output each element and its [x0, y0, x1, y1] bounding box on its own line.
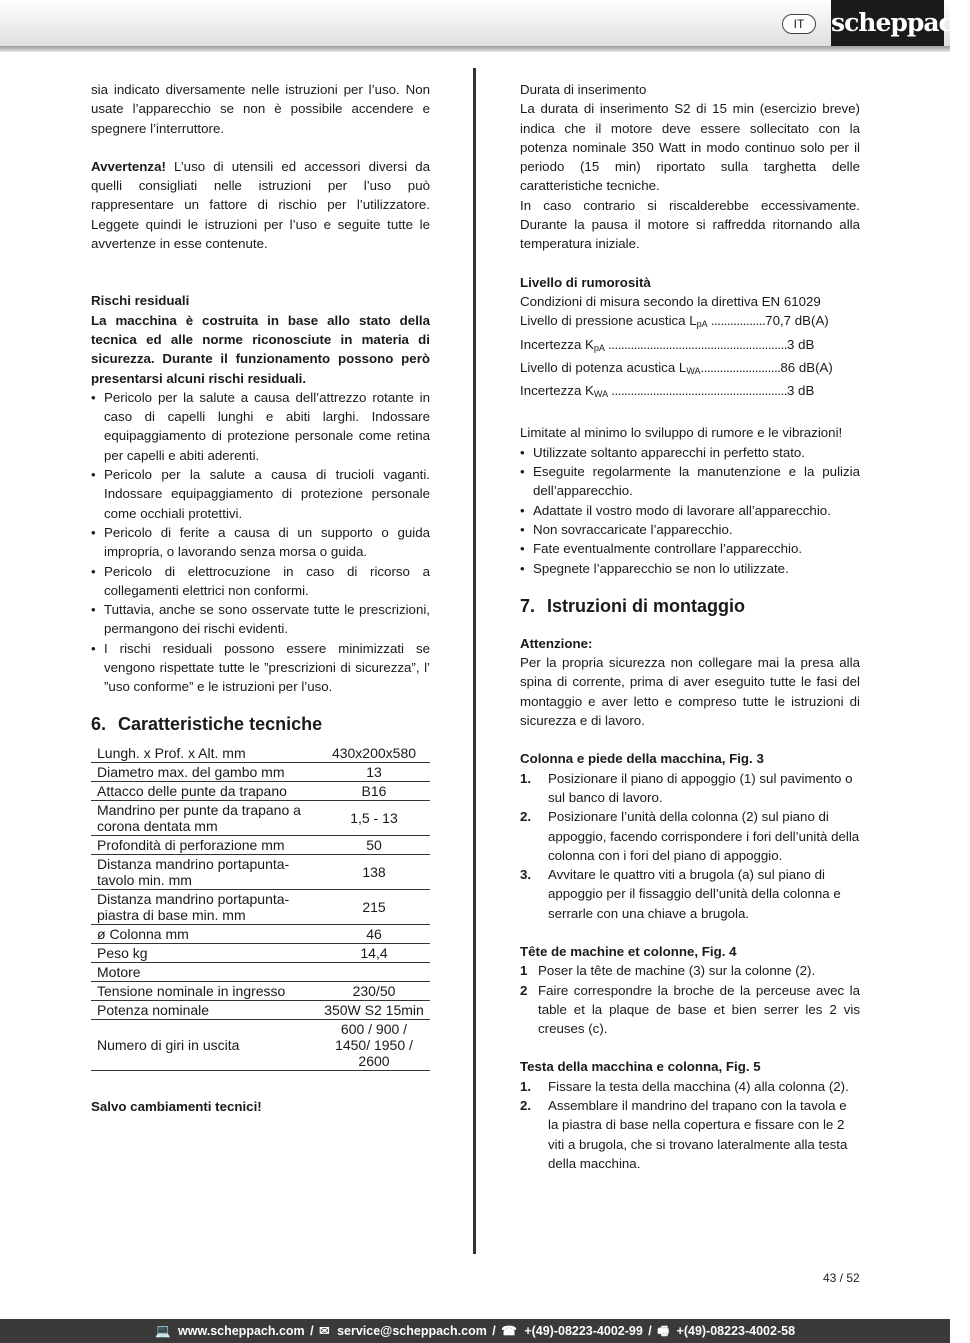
warning-label: Avvertenza!: [91, 158, 166, 174]
fig4-title: Tête de machine et colonne, Fig. 4: [520, 943, 737, 959]
list-item: • Adattate il vostro modo di lavorare all’apparecchio.: [520, 501, 860, 520]
computer-icon: 💻: [154, 1324, 171, 1338]
list-item: • Tuttavia, anche se sono osservate tutte le prescrizioni, permangono dei rischi evidenti.: [91, 600, 430, 639]
noise-row: Livello di pressione acustica $L_{pA}$ .................70,7 dB(A): [520, 313, 829, 330]
noise-row: Incertezza $K_{WA}$ .......................................................3 dB: [520, 383, 815, 400]
header-shadow-line: [0, 46, 950, 52]
attention-label: Attenzione:: [520, 635, 593, 651]
residual-risk-list: [91, 388, 430, 697]
fax-icon: 🖷: [657, 1324, 670, 1338]
list-item: • Utilizzate soltanto apparecchi in perfetto stato.: [520, 443, 860, 462]
table-row: Lungh. x Prof. x Alt. mm 430x200x580: [91, 744, 430, 763]
list-item: • Spegnete l’apparecchio se non lo utilizzate.: [520, 559, 860, 578]
email-icon: ✉: [319, 1324, 330, 1338]
column-divider: [473, 68, 476, 1254]
list-item: • Pericolo di elettrocuzione in caso di ricorso a collegamenti elettrici non conformi.: [91, 562, 430, 601]
table-row: Attacco delle punte da trapano B16: [91, 781, 430, 800]
duty-title: Durata di inserimento: [520, 82, 647, 97]
attention-text: Per la propria sicurezza non collegare mai la presa alla spina di corrente, prima di aver eseguito tutte le fasi del montaggio e aver letto e compreso tutte le istruzioni di sicurezza e di lavoro.: [520, 655, 860, 729]
list-item: 2. Assemblare il mandrino del trapano con la tavola e la piastra di base nella copertura e fissare con le 2 viti a brugola, che si trovano lateralmente alla testa della macchina.: [520, 1098, 848, 1171]
noise-limit-list: [520, 443, 860, 578]
list-item: • Pericolo per la salute a causa di trucioli vaganti. Indossare equipaggiamento di protezione personale come occhiali protettivi.: [91, 465, 430, 523]
noise-conditions: Condizioni di misura secondo la direttiva EN 61029: [520, 293, 821, 309]
warning-text: L’uso di utensili ed accessori diversi da quelli consigliati nelle istruzioni per l’uso può rappresentare un fattore di rischio per l’utilizzatore. Leggete quindi le istruzioni per l’uso e seguite tutte le avvertenze in esse contenute.: [91, 158, 430, 252]
list-item: 3. Avvitare le quattro viti a brugola (a) sul piano di appoggio per il fissaggio dell’unità della colonna e serrarle con una chiave a brugola.: [520, 867, 841, 921]
page-number: 43 / 52: [823, 1271, 860, 1285]
left-column: [91, 80, 430, 1116]
list-item: 1. Posizionare il piano di appoggio (1) sul pavimento o sul banco di lavoro.: [520, 770, 853, 805]
noise-limit-intro: Limitate al minimo lo sviluppo di rumore e le vibrazioni!: [520, 425, 843, 441]
section-7-heading: 7. Istruzioni di montaggio: [520, 595, 745, 616]
table-row: Numero di giri in uscita 600 / 900 / 1450/ 1950 / 2600: [91, 1019, 430, 1070]
phone-icon: ☎: [501, 1324, 517, 1338]
table-row: Profondità di perforazione mm 50: [91, 835, 430, 854]
list-item: • I rischi residuali possono essere minimizzati se vengono rispettate tutte le ”prescrizioni di sicurezza”, l’ ”uso conforme” e le istruzioni per l’uso.: [91, 639, 430, 697]
email-link[interactable]: service@scheppach.com: [337, 1324, 487, 1338]
fig3-steps: [520, 769, 860, 923]
fig3-title: Colonna e piede della macchina, Fig. 3: [520, 751, 764, 767]
list-item: 1 Poser la tête de machine (3) sur la colonne (2).: [520, 963, 816, 979]
fig5-steps: [520, 1077, 860, 1173]
list-item: • Pericolo di ferite a causa di un supporto o guida impropria, o lavorando senza morsa o guida.: [91, 523, 430, 562]
table-row: ø Colonna mm 46: [91, 924, 430, 943]
table-row: Mandrino per punte da trapano a corona dentata mm 1,5 - 13: [91, 800, 430, 835]
duty-paragraph-1: La durata di inserimento S2 di 15 min (esercizio breve) indica che il motore deve essere sollecitato con la potenza nominale 350 Watt in modo continuo solo per il periodo (15 min) riportato sulla targhetta delle caratteristiche tecniche.: [520, 101, 860, 194]
list-item: • Fate eventualmente controllare l’apparecchio.: [520, 539, 860, 558]
table-row: Motore: [91, 962, 430, 981]
fax-number: +(49)-08223-4002-58: [676, 1324, 796, 1338]
list-item: • Non sovraccaricate l’apparecchio.: [520, 520, 860, 539]
table-row: Diametro max. del gambo mm 13: [91, 762, 430, 781]
table-row: Tensione nominale in ingresso 230/50: [91, 981, 430, 1000]
intro-paragraph: sia indicato diversamente nelle istruzioni per l’uso. Non usate l’apparecchio se non è possibile accendere e spegnere l’interruttore.: [91, 82, 430, 136]
table-row: Potenza nominale 350W S2 15min: [91, 1000, 430, 1019]
list-item: • Eseguite regolarmente la manutenzione e la pulizia dell’apparecchio.: [520, 462, 860, 501]
list-item: 1. Fissare la testa della macchina (4) alla colonna (2).: [520, 1078, 849, 1094]
right-column: [520, 80, 860, 1173]
table-row: Distanza mandrino portapunta-piastra di base min. mm 215: [91, 889, 430, 924]
section-6-heading: 6. Caratteristiche tecniche: [91, 713, 323, 734]
list-item: • Pericolo per la salute a causa dell’attrezzo rotante in caso di capelli lunghi e abiti larghi. Indossare equipaggiamento di protezione personale come retina per capelli e abiti aderenti.: [91, 388, 430, 465]
residual-title: Rischi residuali: [91, 293, 190, 309]
warning-paragraph: [91, 157, 430, 253]
fig5-title: Testa della macchina e colonna, Fig. 5: [520, 1059, 761, 1075]
table-row: Distanza mandrino portapunta-tavolo min. mm 138: [91, 854, 430, 889]
website-link[interactable]: www.scheppach.com: [178, 1324, 305, 1338]
fig4-steps: [520, 961, 860, 1038]
noise-title: Livello di rumorosità: [520, 274, 651, 290]
noise-values: [520, 311, 860, 404]
technical-changes-note: Salvo cambiamenti tecnici!: [91, 1098, 262, 1114]
residual-intro: La macchina è costruita in base allo stato della tecnica ed alle norme riconosciute in materia di sicurezza. Durante il funzionamento possono però presentarsi alcuni rischi residuali.: [91, 312, 430, 386]
page-footer: 💻 www.scheppach.com / ✉ service@scheppach.com / ☎ +(49)-08223-4002-99 / 🖷 +(49)-08223-4002-58: [0, 1319, 950, 1343]
list-item: 2 Faire correspondre la broche de la perceuse avec la table et la plaque de base et bien serrer les 2 vis creuses (c).: [520, 982, 860, 1037]
table-row: Peso kg 14,4: [91, 943, 430, 962]
list-item: 2. Posizionare l’unità della colonna (2) sul piano di appoggio, facendo corrispondere i fori dell’unità della colonna con i fori del piano di appoggio.: [520, 809, 860, 863]
phone-number: +(49)-08223-4002-99: [524, 1324, 643, 1338]
specs-table: [91, 744, 430, 1071]
duty-paragraph-2: In caso contrario si riscalderebbe eccessivamente. Durante la pausa il motore si raffredda ritornando alla temperatura iniziale.: [520, 197, 860, 252]
noise-row: Incertezza $K_{pA}$ ........................................................3 dB: [520, 336, 815, 353]
noise-row: Livello di potenza acustica $L_{WA}.........................86$ dB(A): [520, 359, 833, 376]
scheppach-logo: scheppach: [831, 0, 944, 46]
language-badge: IT: [782, 14, 816, 34]
